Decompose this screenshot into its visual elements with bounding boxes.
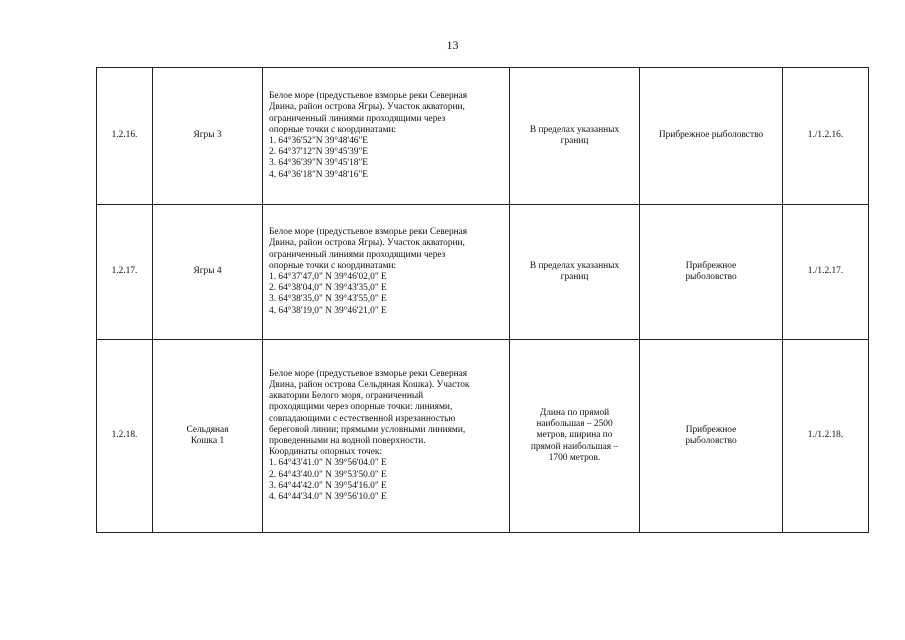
- reference-code: 1./1.2.17.: [783, 205, 869, 340]
- row-number: 1.2.18.: [97, 340, 153, 533]
- fishing-type: Прибрежное рыболовство: [640, 68, 783, 205]
- fishing-type: Прибрежное рыболовство: [640, 205, 783, 340]
- area-name: Ягры 3: [153, 68, 263, 205]
- area-boundaries: В пределах указанных границ: [510, 205, 640, 340]
- area-boundaries: Длина по прямой наибольшая – 2500 метров, ширина по прямой наибольшая – 1700 метров.: [510, 340, 640, 533]
- area-name: Ягры 4: [153, 205, 263, 340]
- area-description: Белое море (предустьевое взморье реки Северная Двина, район острова Сельдяная Кошка). Участок акватории Белого моря, ограниченный проходящими через опорные точки: линиями, совпадающими с естественной изрезанностью береговой линии; прямыми условными линиями, проведенными на водной поверхности. Координаты опорных точек: 1. 64°43'41.0" N 39°56'04.0" E 2. 64°43'40.0" N 39°53'50.0" E 3. 64°44'42.0" N 39°54'16.0" E 4. 64°44'34.0" N 39°56'10.0" E: [263, 340, 510, 533]
- area-boundaries: В пределах указанных границ: [510, 68, 640, 205]
- fishing-areas-table: [96, 67, 869, 533]
- page-number: 13: [446, 38, 459, 52]
- table-row: [97, 68, 869, 205]
- area-description: Белое море (предустьевое взморье реки Северная Двина, район острова Ягры). Участок акватории, ограниченный линиями проходящими через опорные точки с координатами: 1. 64°36'52"N 39°48'46"E 2. 64°37'12"N 39°45'39"E 3. 64°36'39"N 39°45'18"E 4. 64°36'18"N 39°48'16"E: [263, 68, 510, 205]
- area-name: Сельдяная Кошка 1: [153, 340, 263, 533]
- row-number: 1.2.16.: [97, 68, 153, 205]
- table-row: [97, 205, 869, 340]
- reference-code: 1./1.2.16.: [783, 68, 869, 205]
- fishing-type: Прибрежное рыболовство: [640, 340, 783, 533]
- table-row: [97, 340, 869, 533]
- row-number: 1.2.17.: [97, 205, 153, 340]
- reference-code: 1./1.2.18.: [783, 340, 869, 533]
- area-description: Белое море (предустьевое взморье реки Северная Двина, район острова Ягры). Участок акватории, ограниченный линиями проходящими через опорные точки с координатами: 1. 64°37'47,0" N 39°46'02,0" E 2. 64°38'04,0" N 39°43'35,0" E 3. 64°38'35,0" N 39°43'55,0" E 4. 64°38'19,0" N 39°46'21,0" E: [263, 205, 510, 340]
